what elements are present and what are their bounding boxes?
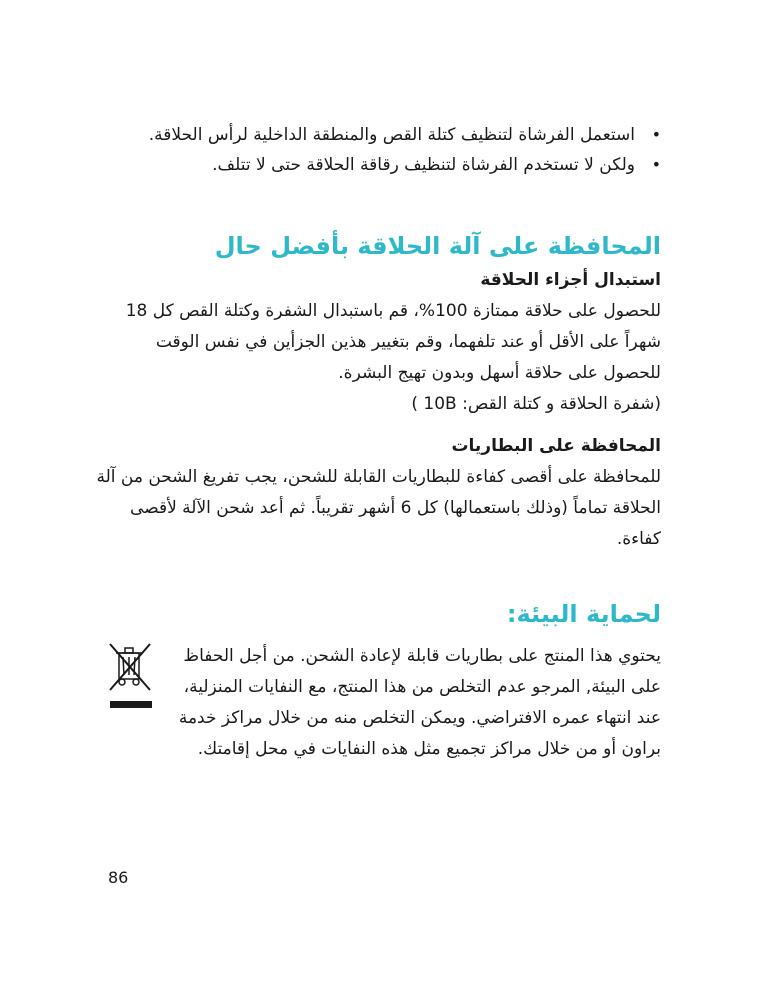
paragraph-line: الحلاقة تماماً (وذلك باستعمالها) كل 6 أشهر تقريباً. ثم أعد شحن الآلة لأقصى: [130, 498, 661, 518]
paragraph-line: على البيئة, المرجو عدم التخلص من هذا المنتج، مع النفايات المنزلية،: [183, 677, 661, 697]
subheading-battery-care: المحافظة على البطاريات: [451, 436, 661, 456]
paragraph-line: عند انتهاء عمره الافتراضي. ويمكن التخلص منه من خلال مراكز خدمة: [178, 708, 661, 728]
paragraph-environment: [178, 641, 661, 765]
page-number: 86: [108, 868, 129, 887]
paragraph-line: للحصول على حلاقة ممتازة 100%، قم باستبدال الشفرة وكتلة القص كل 18: [125, 301, 661, 321]
paragraph-line: يحتوي هذا المنتج على بطاريات قابلة لإعادة الشحن. من أجل الحفاظ: [183, 646, 661, 666]
paragraph-line: براون أو من خلال مراكز تجميع مثل هذه النفايات في محل إقامتك.: [197, 739, 661, 759]
paragraph-line: كفاءة.: [616, 529, 661, 549]
section-title-maintenance: المحافظة على آلة الحلاقة بأفضل حال: [214, 232, 661, 260]
crossed-out-wheeled-bin-icon: [108, 640, 154, 712]
paragraph-battery-care: [96, 462, 661, 555]
bullet-item: • ولكن لا تستخدم الفرشاة لتنظيف رقاقة الحلاقة حتى لا تتلف.: [101, 150, 661, 180]
paragraph-line: للمحافظة على أقصى كفاءة للبطاريات القابلة للشحن، يجب تفريغ الشحن من آلة: [96, 467, 661, 487]
paragraph-line: للحصول على حلاقة أسهل وبدون تهيج البشرة.: [338, 363, 661, 383]
bullet-item: • استعمل الفرشاة لتنظيف كتلة القص والمنطقة الداخلية لرأس الحلاقة.: [101, 120, 661, 150]
subheading-replacing-parts: استبدال أجزاء الحلاقة: [480, 270, 661, 290]
bullet-list: [101, 120, 661, 180]
paragraph-line: (شفرة الحلاقة و كتلة القص: 10B ): [411, 394, 661, 414]
paragraph-line: شهراً على الأقل أو عند تلفهما، وقم بتغيير هذين الجزأين في نفس الوقت: [155, 332, 661, 352]
paragraph-replacing-parts: [101, 296, 661, 420]
section-title-environment: لحماية البيئة:: [506, 600, 661, 628]
